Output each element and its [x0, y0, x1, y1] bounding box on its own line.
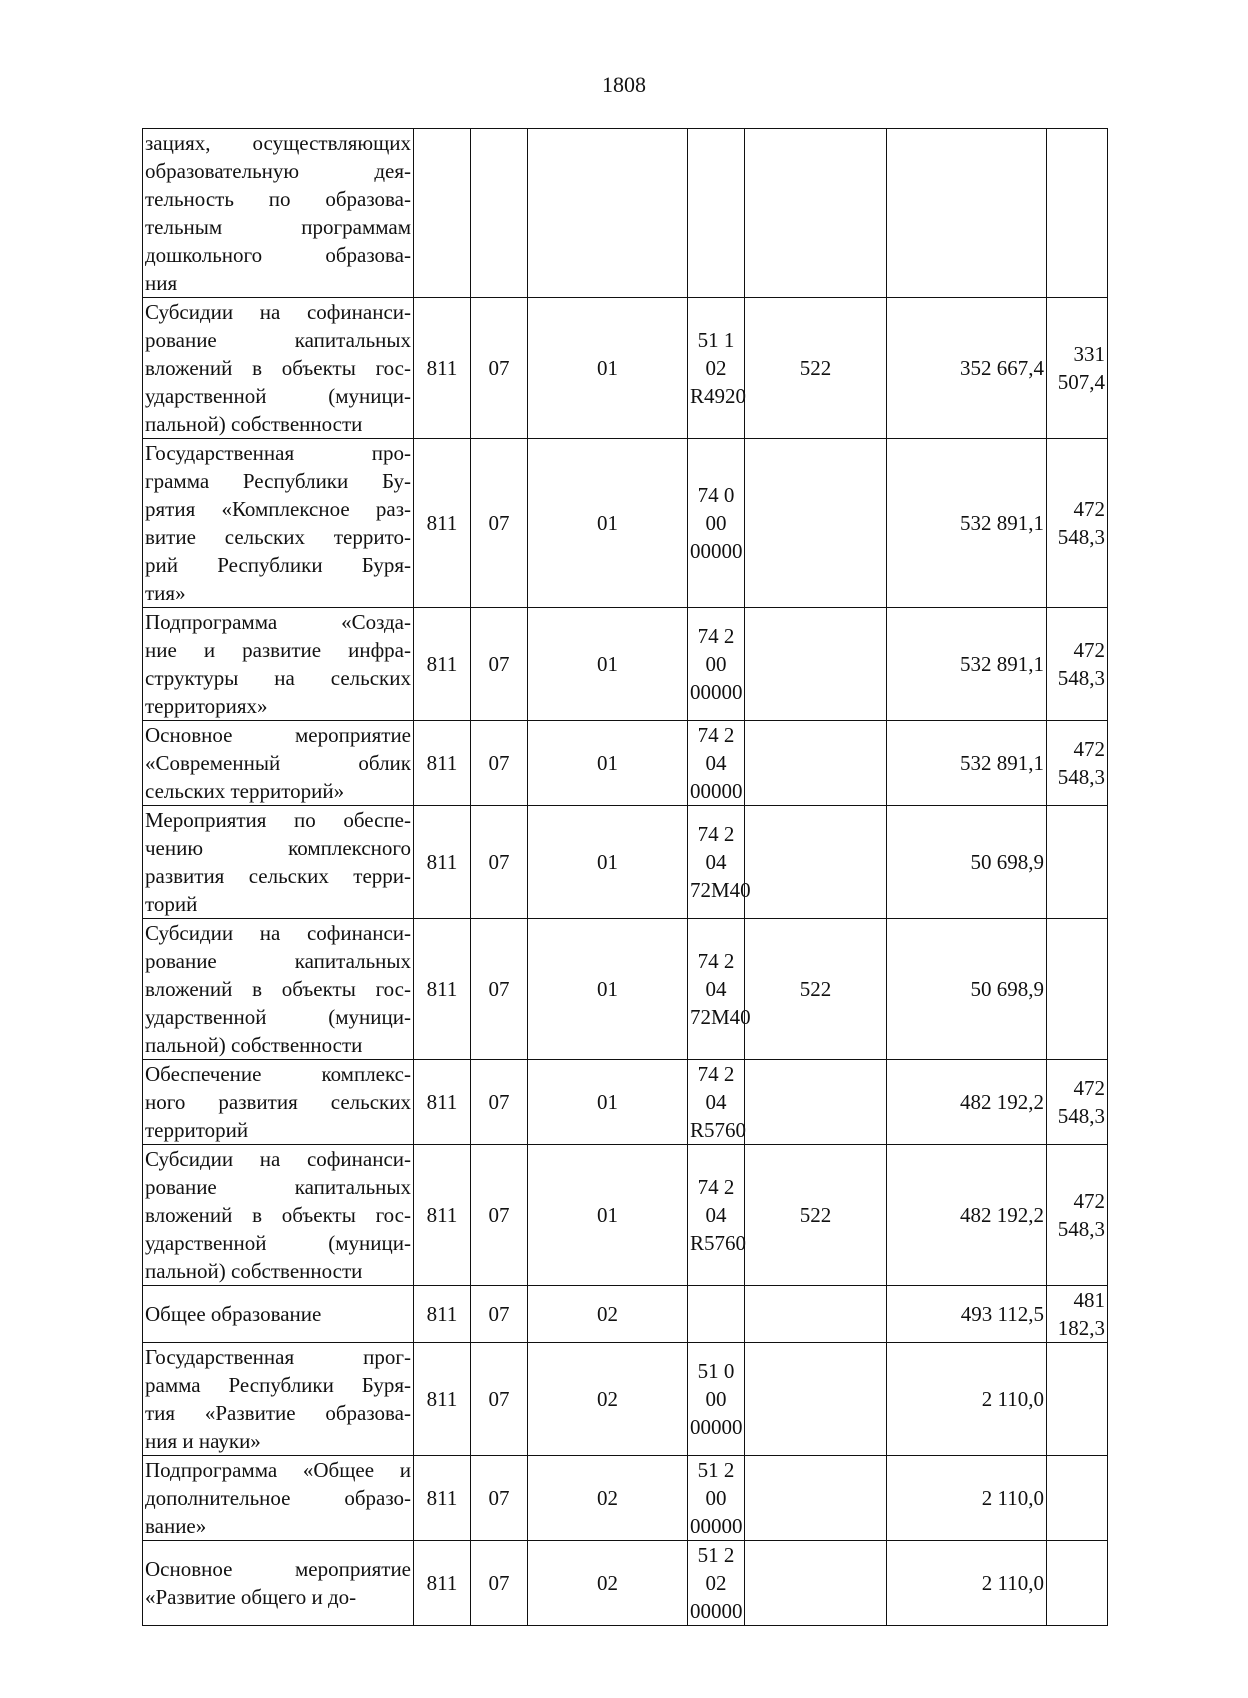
- row-description: [143, 1541, 414, 1626]
- row-description: [143, 1286, 414, 1343]
- description-line: Основное мероприятие: [145, 723, 411, 747]
- target-article-cell: 74 2 04 R5760: [688, 1060, 745, 1145]
- description-line: рамма Республики Буря-: [145, 1373, 411, 1397]
- expense-type-cell: [745, 1541, 887, 1626]
- row-description: [143, 1145, 414, 1286]
- subsection-code-cell: 01: [528, 806, 688, 919]
- section-code-cell: [471, 129, 528, 298]
- section-code-cell: 07: [471, 1145, 528, 1286]
- section-code-cell: 07: [471, 919, 528, 1060]
- description-line: сельских территорий»: [145, 779, 345, 803]
- description-line: чению комплексного: [145, 836, 411, 860]
- description-line: вание»: [145, 1514, 207, 1538]
- description-line: пальной) собственности: [145, 412, 363, 436]
- description-line: ударственной (муници-: [145, 1231, 411, 1255]
- description-line: Подпрограмма «Общее и: [145, 1458, 411, 1482]
- target-article-cell: 74 2 04 72M40: [688, 806, 745, 919]
- description-line: тия»: [145, 581, 186, 605]
- ministry-code-cell: 811: [414, 439, 471, 608]
- subsection-code-cell: 01: [528, 298, 688, 439]
- section-code-cell: 07: [471, 608, 528, 721]
- expense-type-cell: 522: [745, 1145, 887, 1286]
- table-row: [143, 608, 1108, 721]
- description-line: вложений в объекты гос-: [145, 1203, 411, 1227]
- row-description: [143, 1343, 414, 1456]
- ministry-code-cell: 811: [414, 1456, 471, 1541]
- amount-federal-cell: 472 548,3: [1047, 1145, 1108, 1286]
- description-line: рование капитальных: [145, 1175, 411, 1199]
- description-line: Общее образование: [145, 1302, 322, 1326]
- expense-type-cell: 522: [745, 919, 887, 1060]
- description-line: ния и науки»: [145, 1429, 261, 1453]
- amount-cell: 50 698,9: [887, 919, 1047, 1060]
- table-row: [143, 129, 1108, 298]
- expense-type-cell: [745, 806, 887, 919]
- budget-table: [142, 128, 1108, 1626]
- amount-federal-cell: 331 507,4: [1047, 298, 1108, 439]
- target-article-cell: 51 1 02 R4920: [688, 298, 745, 439]
- table-row: [143, 1145, 1108, 1286]
- row-description: [143, 1060, 414, 1145]
- target-article-cell: [688, 129, 745, 298]
- table-row: [143, 1060, 1108, 1145]
- amount-cell: 352 667,4: [887, 298, 1047, 439]
- description-line: ного развития сельских: [145, 1090, 411, 1114]
- description-line: ния: [145, 271, 178, 295]
- target-article-cell: 51 2 02 00000: [688, 1541, 745, 1626]
- row-description: [143, 919, 414, 1060]
- expense-type-cell: [745, 439, 887, 608]
- description-line: ударственной (муници-: [145, 384, 411, 408]
- ministry-code-cell: 811: [414, 1286, 471, 1343]
- subsection-code-cell: 01: [528, 1060, 688, 1145]
- ministry-code-cell: 811: [414, 298, 471, 439]
- table-row: [143, 1343, 1108, 1456]
- table-row: [143, 806, 1108, 919]
- subsection-code-cell: 01: [528, 439, 688, 608]
- subsection-code-cell: 02: [528, 1456, 688, 1541]
- subsection-code-cell: 01: [528, 919, 688, 1060]
- amount-cell: 2 110,0: [887, 1343, 1047, 1456]
- description-line: Государственная про-: [145, 441, 411, 465]
- section-code-cell: 07: [471, 1343, 528, 1456]
- expense-type-cell: [745, 1060, 887, 1145]
- subsection-code-cell: 02: [528, 1541, 688, 1626]
- amount-federal-cell: [1047, 1541, 1108, 1626]
- row-description: [143, 806, 414, 919]
- target-article-cell: 51 0 00 00000: [688, 1343, 745, 1456]
- expense-type-cell: [745, 721, 887, 806]
- expense-type-cell: [745, 1286, 887, 1343]
- table-row: [143, 1541, 1108, 1626]
- description-line: Субсидии на софинанси-: [145, 1147, 411, 1171]
- description-line: зациях, осуществляющих: [145, 131, 411, 155]
- row-description: [143, 721, 414, 806]
- description-line: рий Республики Буря-: [145, 553, 411, 577]
- amount-federal-cell: 472 548,3: [1047, 721, 1108, 806]
- amount-federal-cell: 481 182,3: [1047, 1286, 1108, 1343]
- description-line: Субсидии на софинанси-: [145, 921, 411, 945]
- description-line: «Развитие общего и до-: [145, 1585, 357, 1609]
- table-row: [143, 1286, 1108, 1343]
- amount-federal-cell: 472 548,3: [1047, 608, 1108, 721]
- amount-cell: 493 112,5: [887, 1286, 1047, 1343]
- description-line: Обеспечение комплекс-: [145, 1062, 411, 1086]
- description-line: Подпрограмма «Созда-: [145, 610, 411, 634]
- description-line: структуры на сельских: [145, 666, 411, 690]
- section-code-cell: 07: [471, 439, 528, 608]
- ministry-code-cell: 811: [414, 608, 471, 721]
- description-line: вложений в объекты гос-: [145, 977, 411, 1001]
- description-line: рование капитальных: [145, 328, 411, 352]
- section-code-cell: 07: [471, 1541, 528, 1626]
- target-article-cell: 51 2 00 00000: [688, 1456, 745, 1541]
- section-code-cell: 07: [471, 1060, 528, 1145]
- ministry-code-cell: [414, 129, 471, 298]
- row-description: [143, 298, 414, 439]
- amount-federal-cell: [1047, 129, 1108, 298]
- table-row: [143, 439, 1108, 608]
- description-line: территориях»: [145, 694, 268, 718]
- section-code-cell: 07: [471, 298, 528, 439]
- subsection-code-cell: 02: [528, 1343, 688, 1456]
- ministry-code-cell: 811: [414, 721, 471, 806]
- amount-cell: 482 192,2: [887, 1145, 1047, 1286]
- section-code-cell: 07: [471, 1456, 528, 1541]
- amount-federal-cell: [1047, 806, 1108, 919]
- subsection-code-cell: 02: [528, 1286, 688, 1343]
- description-line: пальной) собственности: [145, 1033, 363, 1057]
- description-line: развития сельских терри-: [145, 864, 411, 888]
- ministry-code-cell: 811: [414, 1145, 471, 1286]
- ministry-code-cell: 811: [414, 1343, 471, 1456]
- table-body: [143, 129, 1108, 1626]
- description-line: тельность по образова-: [145, 187, 411, 211]
- amount-federal-cell: [1047, 919, 1108, 1060]
- target-article-cell: [688, 1286, 745, 1343]
- description-line: ние и развитие инфра-: [145, 638, 411, 662]
- description-line: вложений в объекты гос-: [145, 356, 411, 380]
- description-line: дошкольного образова-: [145, 243, 411, 267]
- ministry-code-cell: 811: [414, 806, 471, 919]
- ministry-code-cell: 811: [414, 1060, 471, 1145]
- amount-federal-cell: 472 548,3: [1047, 1060, 1108, 1145]
- amount-federal-cell: 472 548,3: [1047, 439, 1108, 608]
- amount-cell: 532 891,1: [887, 721, 1047, 806]
- description-line: рятия «Комплексное раз-: [145, 497, 411, 521]
- subsection-code-cell: 01: [528, 608, 688, 721]
- section-code-cell: 07: [471, 806, 528, 919]
- description-line: дополнительное образо-: [145, 1486, 411, 1510]
- row-description: [143, 1456, 414, 1541]
- amount-cell: 482 192,2: [887, 1060, 1047, 1145]
- row-description: [143, 129, 414, 298]
- table-row: [143, 298, 1108, 439]
- table-row: [143, 1456, 1108, 1541]
- description-line: витие сельских террито-: [145, 525, 411, 549]
- page-number: 1808: [602, 72, 646, 97]
- section-code-cell: 07: [471, 721, 528, 806]
- expense-type-cell: [745, 608, 887, 721]
- amount-cell: 50 698,9: [887, 806, 1047, 919]
- ministry-code-cell: 811: [414, 1541, 471, 1626]
- description-line: тельным программам: [145, 215, 411, 239]
- amount-cell: 2 110,0: [887, 1541, 1047, 1626]
- expense-type-cell: 522: [745, 298, 887, 439]
- description-line: торий: [145, 892, 198, 916]
- description-line: образовательную дея-: [145, 159, 411, 183]
- description-line: Основное мероприятие: [145, 1557, 411, 1581]
- expense-type-cell: [745, 129, 887, 298]
- table-row: [143, 919, 1108, 1060]
- subsection-code-cell: [528, 129, 688, 298]
- subsection-code-cell: 01: [528, 721, 688, 806]
- table-row: [143, 721, 1108, 806]
- description-line: рование капитальных: [145, 949, 411, 973]
- description-line: грамма Республики Бу-: [145, 469, 411, 493]
- description-line: Государственная прог-: [145, 1345, 411, 1369]
- row-description: [143, 439, 414, 608]
- subsection-code-cell: 01: [528, 1145, 688, 1286]
- description-line: Мероприятия по обеспе-: [145, 808, 411, 832]
- amount-cell: 532 891,1: [887, 608, 1047, 721]
- amount-federal-cell: [1047, 1456, 1108, 1541]
- target-article-cell: 74 2 04 00000: [688, 721, 745, 806]
- description-line: ударственной (муници-: [145, 1005, 411, 1029]
- amount-cell: [887, 129, 1047, 298]
- description-line: тия «Развитие образова-: [145, 1401, 411, 1425]
- ministry-code-cell: 811: [414, 919, 471, 1060]
- target-article-cell: 74 2 00 00000: [688, 608, 745, 721]
- target-article-cell: 74 0 00 00000: [688, 439, 745, 608]
- target-article-cell: 74 2 04 72M40: [688, 919, 745, 1060]
- section-code-cell: 07: [471, 1286, 528, 1343]
- amount-cell: 532 891,1: [887, 439, 1047, 608]
- expense-type-cell: [745, 1456, 887, 1541]
- target-article-cell: 74 2 04 R5760: [688, 1145, 745, 1286]
- row-description: [143, 608, 414, 721]
- description-line: территорий: [145, 1118, 249, 1142]
- expense-type-cell: [745, 1343, 887, 1456]
- description-line: пальной) собственности: [145, 1259, 363, 1283]
- amount-federal-cell: [1047, 1343, 1108, 1456]
- amount-cell: 2 110,0: [887, 1456, 1047, 1541]
- description-line: «Современный облик: [145, 751, 411, 775]
- description-line: Субсидии на софинанси-: [145, 300, 411, 324]
